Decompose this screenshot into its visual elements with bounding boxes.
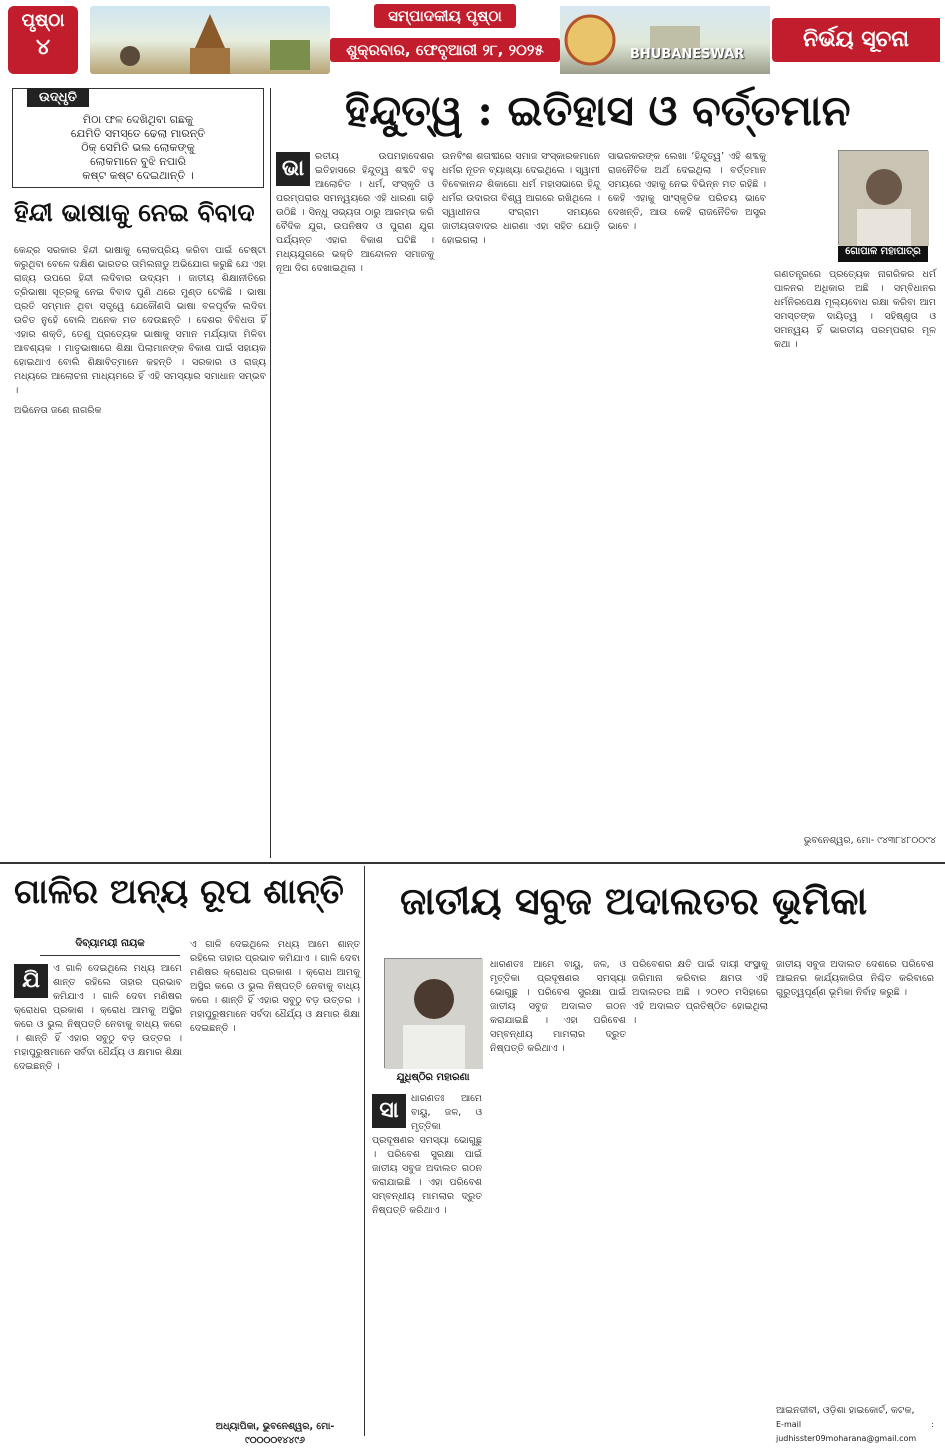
page-header: [0, 0, 945, 80]
gali-article-title: ଗାଳିର ଅନ୍ୟ ରୂପ ଶାନ୍ତି: [14, 872, 344, 912]
hindi-article-text: କେନ୍ଦ୍ର ସରକାର ହିନ୍ଦୀ ଭାଷାକୁ ଲୋକପ୍ରିୟ କରିବା ପାଇଁ ଚେଷ୍ଟା କରୁଥିବା ବେଳେ ଦକ୍ଷିଣ ଭାରତର ତାମିଲନାଡୁ ଅଭିଯୋଗ କରୁଛି ଯେ ଏହା ରାଜ୍ୟ ଉପରେ ହିନ୍ଦୀ ଲଦିବାର ଉଦ୍ୟମ । ଜାତୀୟ ଶିକ୍ଷାନୀତିରେ ତ୍ରିଭାଷା ସୂତ୍ରକୁ ନେଇ ବିବାଦ ପୁଣି ଥରେ ମୁଣ୍ଡ ଟେକିଛି । ଭାଷା ପ୍ରତି ସମ୍ମାନ ଥିବା ସତ୍ତ୍ୱେ ଯେକୌଣସି ଭାଷା ବଳପୂର୍ବକ ଲଦିବା ଉଚିତ ନୁହେଁ ବୋଲି ଅନେକ ମତ ଦେଉଛନ୍ତି । ଦେଶର ବିବିଧତା ହିଁ ଏହାର ଶକ୍ତି, ତେଣୁ ପ୍ରତ୍ୟେକ ଭାଷାକୁ ସମାନ ମର୍ଯ୍ୟାଦା ମିଳିବା ଆବଶ୍ୟକ । ମାତୃଭାଷାରେ ଶିକ୍ଷା ପିଲାମାନଙ୍କ ବିକାଶ ପାଇଁ ସହାୟକ ହୋଇଥାଏ ବୋଲି ଶିକ୍ଷାବିତ୍‌ମାନେ କହନ୍ତି । ସରକାର ଓ ରାଜ୍ୟ ମଧ୍ୟରେ ଆଲୋଚନା ମାଧ୍ୟମରେ ହିଁ ଏହି ସମସ୍ୟାର ସମାଧାନ ସମ୍ଭବ ।: [14, 245, 266, 396]
quote-line: ଯେମିତି ସମସ୍ତେ ଢେଲା ମାରନ୍ତି: [70, 127, 206, 140]
page-label: ପୃଷ୍ଠା: [21, 10, 65, 31]
green-col2: [490, 958, 626, 1428]
green-footer: ଆଇନଜୀବୀ, ଓଡ଼ିଶା ହାଇକୋର୍ଟ, କଟକ,: [776, 1405, 915, 1416]
main-article-footer: ଭୁବନେଶ୍ୱର, ମୋ- ୯୪୩୮୪୮୦୦୯୪: [803, 835, 936, 846]
section-title: ସମ୍ପାଦକୀୟ ପୃଷ୍ଠା: [374, 4, 516, 28]
author-name: ଗୋପାଳ ମହାପାତ୍ର: [838, 246, 928, 262]
column-divider: [364, 866, 365, 1436]
main-article-text: ଉନବିଂଶ ଶତାବ୍ଦୀରେ ସମାଜ ସଂସ୍କାରକମାନେ ଧର୍ମର ନୂତନ ବ୍ୟାଖ୍ୟା ଦେଇଥିଲେ । ସ୍ୱାମୀ ବିବେକାନନ୍ଦ ଶିକାଗୋ ଧର୍ମ ମହାସଭାରେ ହିନ୍ଦୁ ଧର୍ମର ଉଦାରତା ବିଶ୍ୱ ଆଗରେ ରଖିଥିଲେ । ସ୍ୱାଧୀନତା ସଂଗ୍ରାମ ସମୟରେ ଜାତୀୟତାବାଦର ଧାରଣା ଏହା ସହିତ ଯୋଡ଼ି ହୋଇଗଲା ।: [442, 151, 600, 246]
city-tag: BHUBANESWAR: [630, 47, 745, 62]
drop-cap: ସା: [372, 1094, 406, 1128]
main-article-text: ସାଭରକରଙ୍କ ଲେଖା ‘ହିନ୍ଦୁତ୍ୱ’ ଏହି ଶବ୍ଦକୁ ରାଜନୈତିକ ଅର୍ଥ ଦେଇଥିଲା । ବର୍ତ୍ତମାନ ସମୟରେ ଏହାକୁ ନେଇ ବିଭିନ୍ନ ମତ ରହିଛି । କେହି ଏହାକୁ ସାଂସ୍କୃତିକ ପରିଚୟ ଭାବେ ଦେଖନ୍ତି, ଆଉ କେହି ରାଜନୈତିକ ଅସ୍ତ୍ର ଭାବେ ।: [608, 151, 766, 232]
main-article-title: ହିନ୍ଦୁତ୍ୱ : ଇତିହାସ ଓ ବର୍ତ୍ତମାନ: [345, 86, 851, 135]
main-article-text: ଗଣତନ୍ତ୍ରରେ ପ୍ରତ୍ୟେକ ନାଗରିକର ଧର୍ମ ପାଳନର ଅଧିକାର ଅଛି । ସମ୍ବିଧାନର ଧର୍ମନିରପେକ୍ଷ ମୂଲ୍ୟବୋଧ ରକ୍ଷା କରିବା ଆମ ସମସ୍ତଙ୍କ ଦାୟିତ୍ୱ । ସହିଷ୍ଣୁତା ଓ ସମନ୍ୱୟ ହିଁ ଭାରତୀୟ ପରମ୍ପରାର ମୂଳ କଥା ।: [774, 269, 936, 350]
header-center: [330, 4, 560, 76]
green-article-text: ଧାରଣତଃ ଆମେ ବାୟୁ, ଜଳ, ଓ ମୃତ୍ତିକା ପ୍ରଦୂଷଣର ସମସ୍ୟା ଭୋଗୁଛୁ । ପରିବେଶ ସୁରକ୍ଷା ପାଇଁ ଜାତୀୟ ସବୁଜ ଅଦାଲତ ଗଠନ କରାଯାଇଛି । ଏହା ପରିବେଶ ସମ୍ବନ୍ଧୀୟ ମାମଲାର ଦ୍ରୁତ ନିଷ୍ପତ୍ତି କରିଥାଏ ।: [372, 1093, 482, 1216]
green-article-title: ଜାତୀୟ ସବୁଜ ଅଦାଲତର ଭୂମିକା: [400, 878, 868, 923]
column-divider: [270, 88, 271, 858]
green-email: E-mail : judhisster09moharana@gmail.com: [776, 1420, 934, 1443]
city-image: [560, 6, 770, 74]
gali-article-text: ଏ ଗାଳି ଦେଇଥିଲେ ମଧ୍ୟ ଆମେ ଶାନ୍ତ ରହିଲେ ତାହାର ପ୍ରଭାବ କମିଯାଏ । ଗାଳି ଦେବା ମଣିଷର କ୍ରୋଧର ପ୍ରକାଶ । କ୍ରୋଧ ଆମକୁ ଅସ୍ଥିର କରେ ଓ ଭୁଲ ନିଷ୍ପତ୍ତି ନେବାକୁ ବାଧ୍ୟ କରେ । ଶାନ୍ତି ହିଁ ଏହାର ସବୁଠୁ ବଡ଼ ଉତ୍ତର । ମହାପୁରୁଷମାନେ ସର୍ବଦା ଧୈର୍ଯ୍ୟ ଓ କ୍ଷମାର ଶିକ୍ଷା ଦେଇଛନ୍ତି ।: [14, 963, 182, 1072]
main-article-col3: [608, 150, 766, 850]
drop-cap: ଭା: [276, 152, 310, 186]
green-article-text: ଜାତୀୟ ସବୁଜ ଅଦାଲତ ଦେଶରେ ପରିବେଶ ଆଇନର କାର୍ଯ୍ୟକାରିତା ନିଶ୍ଚିତ କରିବାରେ ଗୁରୁତ୍ୱପୂର୍ଣ୍ଣ ଭୂମିକା ନିର୍ବାହ କରୁଛି ।: [776, 959, 934, 998]
author-photo: [838, 150, 928, 245]
main-article-col4: [774, 268, 936, 828]
green-article-text: ପରିବେଶର କ୍ଷତି ପାଇଁ ଦାୟୀ ସଂସ୍ଥାକୁ ଜରିମାନା କରିବାର କ୍ଷମତା ଏହି ଅଦାଲତର ଅଛି । ୨୦୧୦ ମସିହାରେ ଏହି ଅଦାଲତ ପ୍ରତିଷ୍ଠିତ ହୋଇଥିଲା ।: [632, 959, 768, 1026]
section-divider: [0, 862, 945, 864]
green-col1: [372, 1092, 482, 1422]
quote-line: କଷ୍ଟ କଷ୍ଟ ଦେଇଥାନ୍ତି ।: [82, 169, 194, 182]
green-col4: [776, 958, 934, 1398]
green-author: ଯୁଧିଷ୍ଠିର ମହାରଣା: [396, 1072, 470, 1083]
hindi-article-title: ହିନ୍ଦୀ ଭାଷାକୁ ନେଇ ବିବାଦ: [14, 198, 255, 227]
gali-footer: ଅଧ୍ୟାପିକା, ଭୁବନେଶ୍ୱର, ମୋ- ୯୦୦୦୦୧୪୪୯୬: [215, 1421, 335, 1446]
green-article-text: ଧାରଣତଃ ଆମେ ବାୟୁ, ଜଳ, ଓ ମୃତ୍ତିକା ପ୍ରଦୂଷଣର ସମସ୍ୟା ଭୋଗୁଛୁ । ପରିବେଶ ସୁରକ୍ଷା ପାଇଁ ଜାତୀୟ ସବୁଜ ଅଦାଲତ ଗଠନ କରାଯାଇଛି । ଏହା ପରିବେଶ ସମ୍ବନ୍ଧୀୟ ମାମଲାର ଦ୍ରୁତ ନିଷ୍ପତ୍ତି କରିଥାଏ ।: [490, 959, 626, 1054]
hindi-article-signoff: ଅଭିନେତା ଜଣେ ନାଗରିକ: [14, 405, 102, 416]
gali-col1: [14, 962, 182, 1422]
page-number: ୪: [35, 35, 51, 60]
author-photo: [384, 958, 482, 1068]
quote-line: ଠିକ୍ ସେମିତି ଭଲ ଲୋକଙ୍କୁ: [81, 141, 195, 154]
page-number-box: [8, 6, 78, 74]
temple-village-image: [90, 6, 330, 74]
gali-article-text: ଏ ଗାଳି ଦେଇଥିଲେ ମଧ୍ୟ ଆମେ ଶାନ୍ତ ରହିଲେ ତାହାର ପ୍ରଭାବ କମିଯାଏ । ଗାଳି ଦେବା ମଣିଷର କ୍ରୋଧର ପ୍ରକାଶ । କ୍ରୋଧ ଆମକୁ ଅସ୍ଥିର କରେ ଓ ଭୁଲ ନିଷ୍ପତ୍ତି ନେବାକୁ ବାଧ୍ୟ କରେ । ଶାନ୍ତି ହିଁ ଏହାର ସବୁଠୁ ବଡ଼ ଉତ୍ତର । ମହାପୁରୁଷମାନେ ସର୍ବଦା ଧୈର୍ଯ୍ୟ ଓ କ୍ଷମାର ଶିକ୍ଷା ଦେଇଛନ୍ତି ।: [190, 939, 360, 1034]
brand-title: ନିର୍ଭୟ ସୂଚନା: [772, 18, 940, 62]
main-article-col2: [442, 150, 600, 850]
issue-date: ଶୁକ୍ରବାର, ଫେବୃଆରୀ ୨୮, ୨୦୨୫: [330, 38, 560, 62]
green-col3: [632, 958, 768, 1428]
drop-cap: ଯି: [14, 964, 48, 998]
quote-box: [12, 88, 264, 188]
gali-col2: [190, 938, 360, 1416]
hindi-article-body: [14, 244, 266, 854]
quote-line: ଲୋକମାନେ ବୁଝି ନପାରି: [90, 155, 186, 168]
main-article-col1: [276, 150, 434, 850]
gali-author: ଦିବ୍ୟାମୟୀ ନାୟକ: [40, 938, 180, 956]
quote-title: ଉଦ୍ଧୃତି: [27, 88, 89, 107]
quote-line: ମିଠା ଫଳ ଦେଖିଥିବା ଗଛକୁ: [82, 113, 194, 126]
main-article-text: ରତୀୟ ଉପମହାଦେଶର ଇତିହାସରେ ହିନ୍ଦୁତ୍ୱ ଶବ୍ଦଟି ବହୁ ଆଲୋଚିତ । ଧର୍ମ, ସଂସ୍କୃତି ଓ ପରମ୍ପରାର ସମନ୍ୱୟରେ ଏହି ଧାରଣା ଗଢ଼ି ଉଠିଛି । ସିନ୍ଧୁ ସଭ୍ୟତା ଠାରୁ ଆରମ୍ଭ କରି ବୈଦିକ ଯୁଗ, ଉପନିଷଦ ଓ ପୁରାଣ ଯୁଗ ପର୍ଯ୍ୟନ୍ତ ଏହାର ବିକାଶ ଘଟିଛି । ମଧ୍ୟଯୁଗରେ ଭକ୍ତି ଆନ୍ଦୋଳନ ସମାଜକୁ ନୂଆ ଦିଗ ଦେଖାଇଥିଲା ।: [276, 151, 434, 274]
